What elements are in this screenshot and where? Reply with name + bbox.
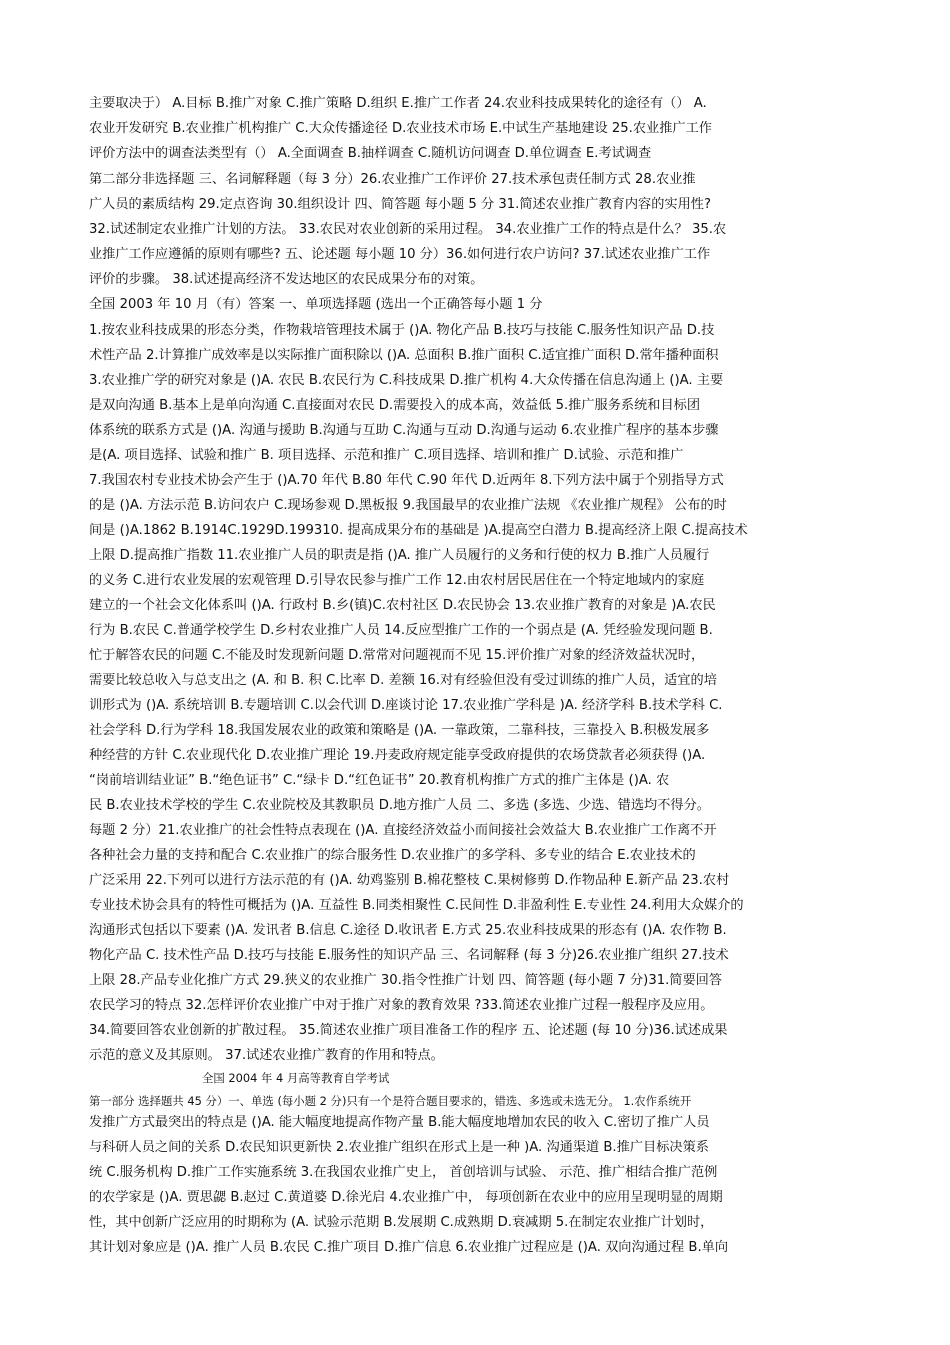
text-line: 物化产品 C. 技术性产品 D.技巧与技能 E.服务性的知识产品 三、名词解释 (每 3 分)26.农业推广组织 27.技术 — [89, 948, 729, 963]
text-line: 广泛采用 22.下列可以进行方法示范的有 ()A. 幼鸡鉴别 B.棉花整枝 C.果树修剪 D.作物品种 E.新产品 23.农村 — [89, 873, 730, 888]
text-line: 统 C.服务机构 D.推广工作实施系统 3.在我国农业推广史上， 首创培训与试验、 示范、推广相结合推广范例 — [89, 1165, 718, 1180]
text-line: 训形式为 ()A. 系统培训 B.专题培训 C.以会代训 D.座谈讨论 17.农业推广学科是 )A. 经济学科 B.技术学科 C. — [89, 698, 723, 713]
text-line: 各种社会力量的支持和配合 C.农业推广的综合服务性 D.农业推广的多学科、多专业的结合 E.农业技术的 — [89, 848, 696, 863]
section-heading: 全国 2003 年 10 月（有）答案 一、单项选择题 (选出一个正确答每小题 1 分 — [89, 297, 543, 312]
text-line: 是双向沟通 B.基本上是单向沟通 C.直接面对农民 D.需要投入的成本高，效益低 5.推广服务系统和目标团 — [89, 398, 701, 413]
text-line: 行为 B.农民 C.普通学校学生 D.乡村农业推广人员 14.反应型推广工作的一个弱点是 (A. 凭经验发现问题 B. — [89, 623, 713, 638]
text-line: “岗前培训结业证” B.“绝色证书” C.“绿卡 D.“红色证书” 20.教育机构推广方式的推广主体是 ()A. 农 — [89, 773, 670, 788]
text-line: 业推广工作应遵循的原则有哪些? 五、论述题 每小题 10 分）36.如何进行农户访问? 37.试述农业推广工作 — [89, 247, 711, 262]
text-line: 广人员的素质结构 29.定点咨询 30.组织设计 四、简答题 每小题 5 分 31.简述农业推广教育内容的实用性? — [89, 197, 711, 212]
text-line: 民 B.农业技术学校的学生 C.农业院校及其教职员 D.地方推广人员 二、多选 (多选、少选、错选均不得分。 — [89, 798, 710, 813]
text-line: 与科研人员之间的关系 D.农民知识更新快 2.农业推广组织在形式上是一种 )A. 沟通渠道 B.推广目标决策系 — [89, 1140, 709, 1155]
text-line: 的是 ()A. 方法示范 B.访问农户 C.现场参观 D.黑板报 9.我国最早的农业推广法规 《农业推广规程》 公布的时 — [89, 498, 727, 513]
text-line: 示范的意义及其原则。 37.试述农业推广教育的作用和特点。 — [89, 1048, 444, 1063]
text-line: 其计划对象应是 ()A. 推广人员 B.农民 C.推广项目 D.推广信息 6.农业推广过程应是 ()A. 双向沟通过程 B.单向 — [89, 1240, 729, 1255]
text-line: 忙于解答农民的问题 C.不能及时发现新问题 D.常常对问题视而不见 15.评价推广对象的经济效益状况时， — [89, 648, 705, 663]
text-line: 评价的步骤。 38.试述提高经济不发达地区的农民成果分布的对策。 — [89, 272, 484, 287]
text-line: 32.试述制定农业推广计划的方法。 33.农民对农业创新的采用过程。 34.农业推广工作的特点是什么？ 35.农 — [89, 222, 727, 237]
text-line: 建立的一个社会文化体系叫 ()A. 行政村 B.乡(镇)C.农村社区 D.农民协会 13.农业推广教育的对象是 )A.农民 — [89, 598, 716, 613]
text-line: 发推广方式最突出的特点是 ()A. 能大幅度地提高作物产量 B.能大幅度地增加农民的收入 C.密切了推广人员 — [89, 1115, 710, 1130]
text-line: 7.我国农村专业技术协会产生于 ()A.70 年代 B.80 年代 C.90 年代 D.近两年 8.下列方法中属于个别指导方式 — [89, 473, 724, 488]
text-line: 术性产品 2.计算推广成效率是以实际推广面积除以 ()A. 总面积 B.推广面积 C.适宜推广面积 D.常年播种面积 — [89, 348, 719, 363]
text-line: 第一部分 选择题共 45 分）一、单选 (每小题 2 分)只有一个是符合题目要求的，错选、多选或未选无分。 1.农作系统开 — [89, 1094, 692, 1108]
text-line: 是(A. 项目选择、试验和推广 B. 项目选择、示范和推广 C.项目选择、培训和推广 D.试验、示范和推广 — [89, 448, 684, 463]
text-line: 种经营的方针 C.农业现代化 D.农业推广理论 19.丹麦政府规定能享受政府提供的农场贷款者必须获得 ()A. — [89, 748, 706, 763]
text-line: 间是 ()A.1862 B.1914C.1929D.199310. 提高成果分布的基础是 )A.提高空白潜力 B.提高经济上限 C.提高技术 — [89, 523, 748, 538]
text-line: 第二部分非选择题 三、名词解释题（每 3 分）26.农业推广工作评价 27.技术承包责任制方式 28.农业推 — [89, 172, 696, 187]
text-line: 34.简要回答农业创新的扩散过程。 35.简述农业推广项目准备工作的程序 五、论述题 (每 10 分)36.试述成果 — [89, 1023, 728, 1038]
text-line: 上限 28.产品专业化推广方式 29.狭义的农业推广 30.指令性推广计划 四、简答题 (每小题 7 分)31.简要回答 — [89, 973, 723, 988]
text-line: 1.按农业科技成果的形态分类，作物栽培管理技术属于 ()A. 物化产品 B.技巧与技能 C.服务性知识产品 D.技 — [89, 323, 715, 338]
text-line: 社会学科 D.行为学科 18.我国发展农业的政策和策略是 ()A. 一靠政策，二靠科技，三靠投入 B.积极发展多 — [89, 723, 710, 738]
text-line: 体系统的联系方式是 ()A. 沟通与援助 B.沟通与互助 C.沟通与互动 D.沟通与运动 6.农业推广程序的基本步骤 — [89, 423, 719, 438]
text-line: 性，其中创新广泛应用的时期称为 (A. 试验示范期 B.发展期 C.成熟期 D.衰减期 5.在制定农业推广计划时， — [89, 1215, 714, 1230]
text-line: 3.农业推广学的研究对象是 ()A. 农民 B.农民行为 C.科技成果 D.推广机构 4.大众传播在信息沟通上 ()A. 主要 — [89, 373, 724, 388]
text-line: 上限 D.提高推广指数 11.农业推广人员的职责是指 ()A. 推广人员履行的义务和行使的权力 B.推广人员履行 — [89, 548, 710, 563]
text-line: 的义务 C.进行农业发展的宏观管理 D.引导农民参与推广工作 12.由农村居民居住在一个特定地域内的家庭 — [89, 573, 705, 588]
text-line: 需要比较总收入与总支出之 (A. 和 B. 积 C.比率 D. 差额 16.对有经验但没有受过训练的推广人员，适宜的培 — [89, 673, 717, 688]
text-line: 每题 2 分）21.农业推广的社会性特点表现在 ()A. 直接经济效益小而间接社会效益大 B.农业推广工作离不开 — [89, 823, 717, 838]
text-line: 农民学习的特点 32.怎样评价农业推广中对于推广对象的教育效果 ?33.简述农业推广过程一般程序及应用。 — [89, 998, 714, 1013]
text-line: 评价方法中的调查法类型有（） A.全面调查 B.抽样调查 C.随机访问调查 D.单位调查 E.考试调查 — [89, 146, 652, 161]
text-line: 农业开发研究 B.农业推广机构推广 C.大众传播途径 D.农业技术市场 E.中试生产基地建设 25.农业推广工作 — [89, 121, 712, 136]
text-line: 的农学家是 ()A. 贾思勰 B.赵过 C.黄道婆 D.徐光启 4.农业推广中， 每项创新在农业中的应用呈现明显的周期 — [89, 1190, 723, 1205]
text-line: 主要取决于） A.目标 B.推广对象 C.推广策略 D.组织 E.推广工作者 24.农业科技成果转化的途径有（） A. — [89, 96, 707, 111]
text-line: 沟通形式包括以下要素 ()A. 发讯者 B.信息 C.途径 D.收讯者 E.方式 25.农业科技成果的形态有 ()A. 农作物 B. — [89, 923, 727, 938]
text-line: 专业技术协会具有的特性可概括为 ()A. 互益性 B.同类相聚性 C.民间性 D.非盈利性 E.专业性 24.利用大众媒介的 — [89, 898, 744, 913]
section-heading: 全国 2004 年 4 月高等教育自学考试 — [202, 1071, 390, 1085]
